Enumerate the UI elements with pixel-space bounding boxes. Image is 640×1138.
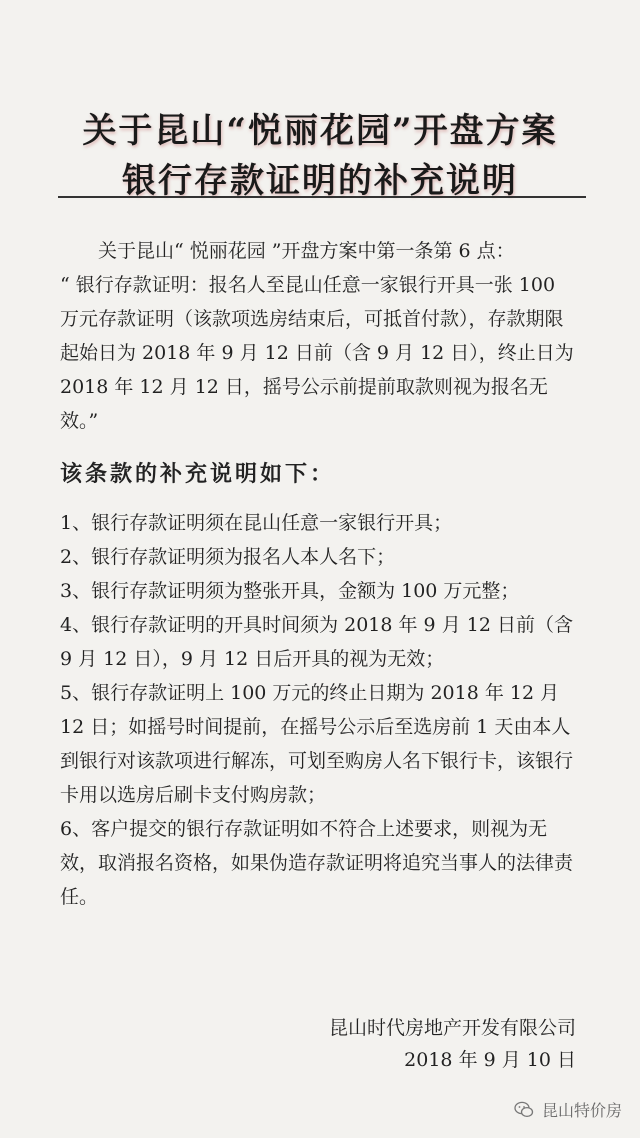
issue-date: 2018 年 9 月 10 日 [404,1049,576,1071]
clause-text: “ 银行存款证明：报名人至昆山任意一家银行开具一张 100 万元存款证明（该款项选房结束后，可抵首付款），存款期限起始日为 2018 年 9 月 12 日前（含 9 月 12 日），终止日为 2018 年 12 月 12 日，摇号公示前提前取款则视为报名无效。” [60,274,574,432]
watermark-text: 昆山特价房 [541,1101,622,1120]
quoted-clause [60,234,580,438]
list-item: 1、银行存款证明须在昆山任意一家银行开具； [60,512,453,534]
list-item: 5、银行存款证明上 100 万元的终止日期为 2018 年 12 月 12 日；如摇号时间提前，在摇号公示后至选房前 1 天由本人到银行对该款项进行解冻，可划至购房人名下银行卡，该银行卡用以选房后刷卡支付购房款； [60,682,574,806]
watermark [514,1098,622,1121]
wechat-icon [514,1100,534,1120]
company-name: 昆山时代房地产开发有限公司 [328,1017,576,1039]
title-divider [58,196,586,198]
list-item: 4、银行存款证明的开具时间须为 2018 年 9 月 12 日前（含 9 月 12 日），9 月 12 日后开具的视为无效； [60,614,573,670]
title-line-1: 关于昆山“悦丽花园”开盘方案 [82,111,558,151]
list-item: 6、客户提交的银行存款证明如不符合上述要求，则视为无效，取消报名资格，如果伪造存款证明将追究当事人的法律责任。 [60,818,574,908]
title-line-2: 银行存款证明的补充说明 [122,161,518,201]
list-item: 3、银行存款证明须为整张开具，金额为 100 万元整； [60,580,520,602]
supplement-heading: 该条款的补充说明如下： [60,461,336,487]
clause-intro: 关于昆山“ 悦丽花园 ”开盘方案中第一条第 6 点： [98,240,515,262]
supplement-list [60,506,580,914]
signature-block [329,1012,576,1076]
document-title [0,106,640,206]
list-item: 2、银行存款证明须为报名人本人名下； [60,546,396,568]
